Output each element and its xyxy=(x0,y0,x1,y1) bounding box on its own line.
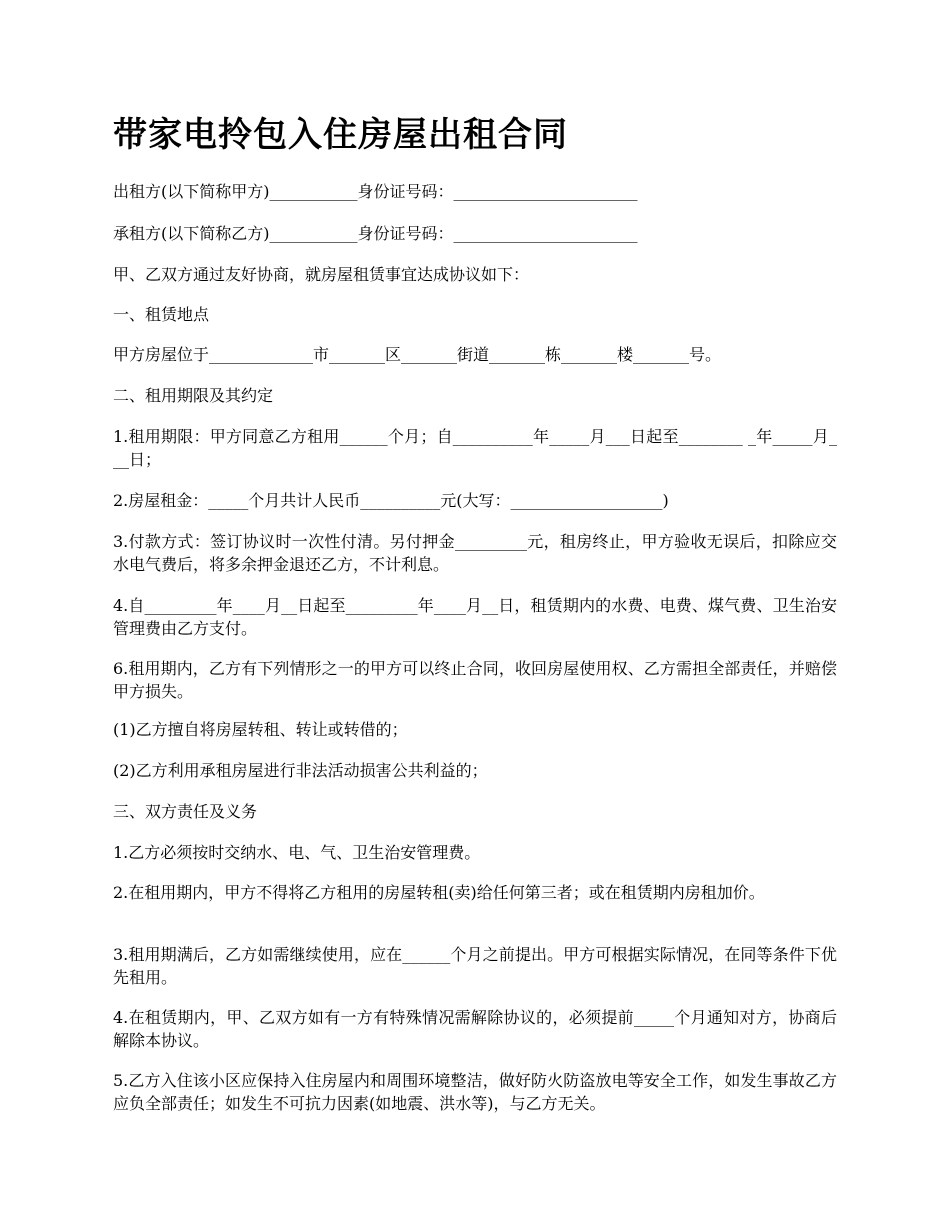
duty-clause-3: 3.租用期满后，乙方如需继续使用，应在______个月之前提出。甲方可根据实际情况，在同等条件下优先租用。 xyxy=(113,945,837,987)
clause-termination-item-2: (2)乙方利用承租房屋进行非法活动损害公共利益的； xyxy=(113,761,488,780)
duty-clause-1: 1.乙方必须按时交纳水、电、气、卫生治安管理费。 xyxy=(113,843,481,862)
section-heading-duties: 三、双方责任及义务 xyxy=(113,802,258,821)
clause-payment: 3.付款方式：签订协议时一次性付清。另付押金_________元，租房终止，甲方验收无误后，扣除应交水电气费后，将多余押金退还乙方，不计利息。 xyxy=(113,532,837,574)
duty-clause-2: 2.在租用期内，甲方不得将乙方租用的房屋转租(卖)给任何第三者；或在租赁期内房租加价。 xyxy=(113,883,765,902)
document-title: 带家电拎包入住房屋出租合同 xyxy=(113,115,568,155)
clause-lease-term: 1.租用期限：甲方同意乙方租用______个月；自__________年_____月___日起至________ _年_____月___日； xyxy=(113,427,837,469)
clause-termination-item-1: (1)乙方擅自将房屋转租、转让或转借的； xyxy=(113,720,408,739)
duty-clause-5: 5.乙方入住该小区应保持入住房屋内和周围环境整洁，做好防火防盗放电等安全工作，如发生事故乙方应负全部责任；如发生不可抗力因素(如地震、洪水等)，与乙方无关。 xyxy=(113,1071,837,1113)
property-location-line: 甲方房屋位于_____________市_______区_______街道_______栋_______楼_______号。 xyxy=(113,345,722,364)
clause-termination: 6.租用期内，乙方有下列情形之一的甲方可以终止合同，收回房屋使用权、乙方需担全部责任，并赔偿甲方损失。 xyxy=(113,659,837,701)
section-heading-term: 二、租用期限及其约定 xyxy=(113,386,274,405)
lessee-info-line: 承租方(以下简称乙方)___________身份证号码：_______________________ xyxy=(113,224,638,243)
duty-clause-4: 4.在租赁期内，甲、乙双方如有一方有特殊情况需解除协议的，必须提前_____个月通知对方，协商后解除本协议。 xyxy=(113,1008,837,1050)
section-heading-location: 一、租赁地点 xyxy=(113,305,210,324)
lessor-info-line: 出租方(以下简称甲方)___________身份证号码：_______________________ xyxy=(113,182,638,201)
clause-utilities: 4.自_________年____月__日起至_________年____月__日，租赁期内的水费、电费、煤气费、卫生治安管理费由乙方支付。 xyxy=(113,596,837,638)
agreement-intro: 甲、乙双方通过友好协商，就房屋租赁事宜达成协议如下： xyxy=(113,265,530,284)
clause-rent: 2.房屋租金：_____个月共计人民币__________元(大写：___________________) xyxy=(113,491,669,510)
